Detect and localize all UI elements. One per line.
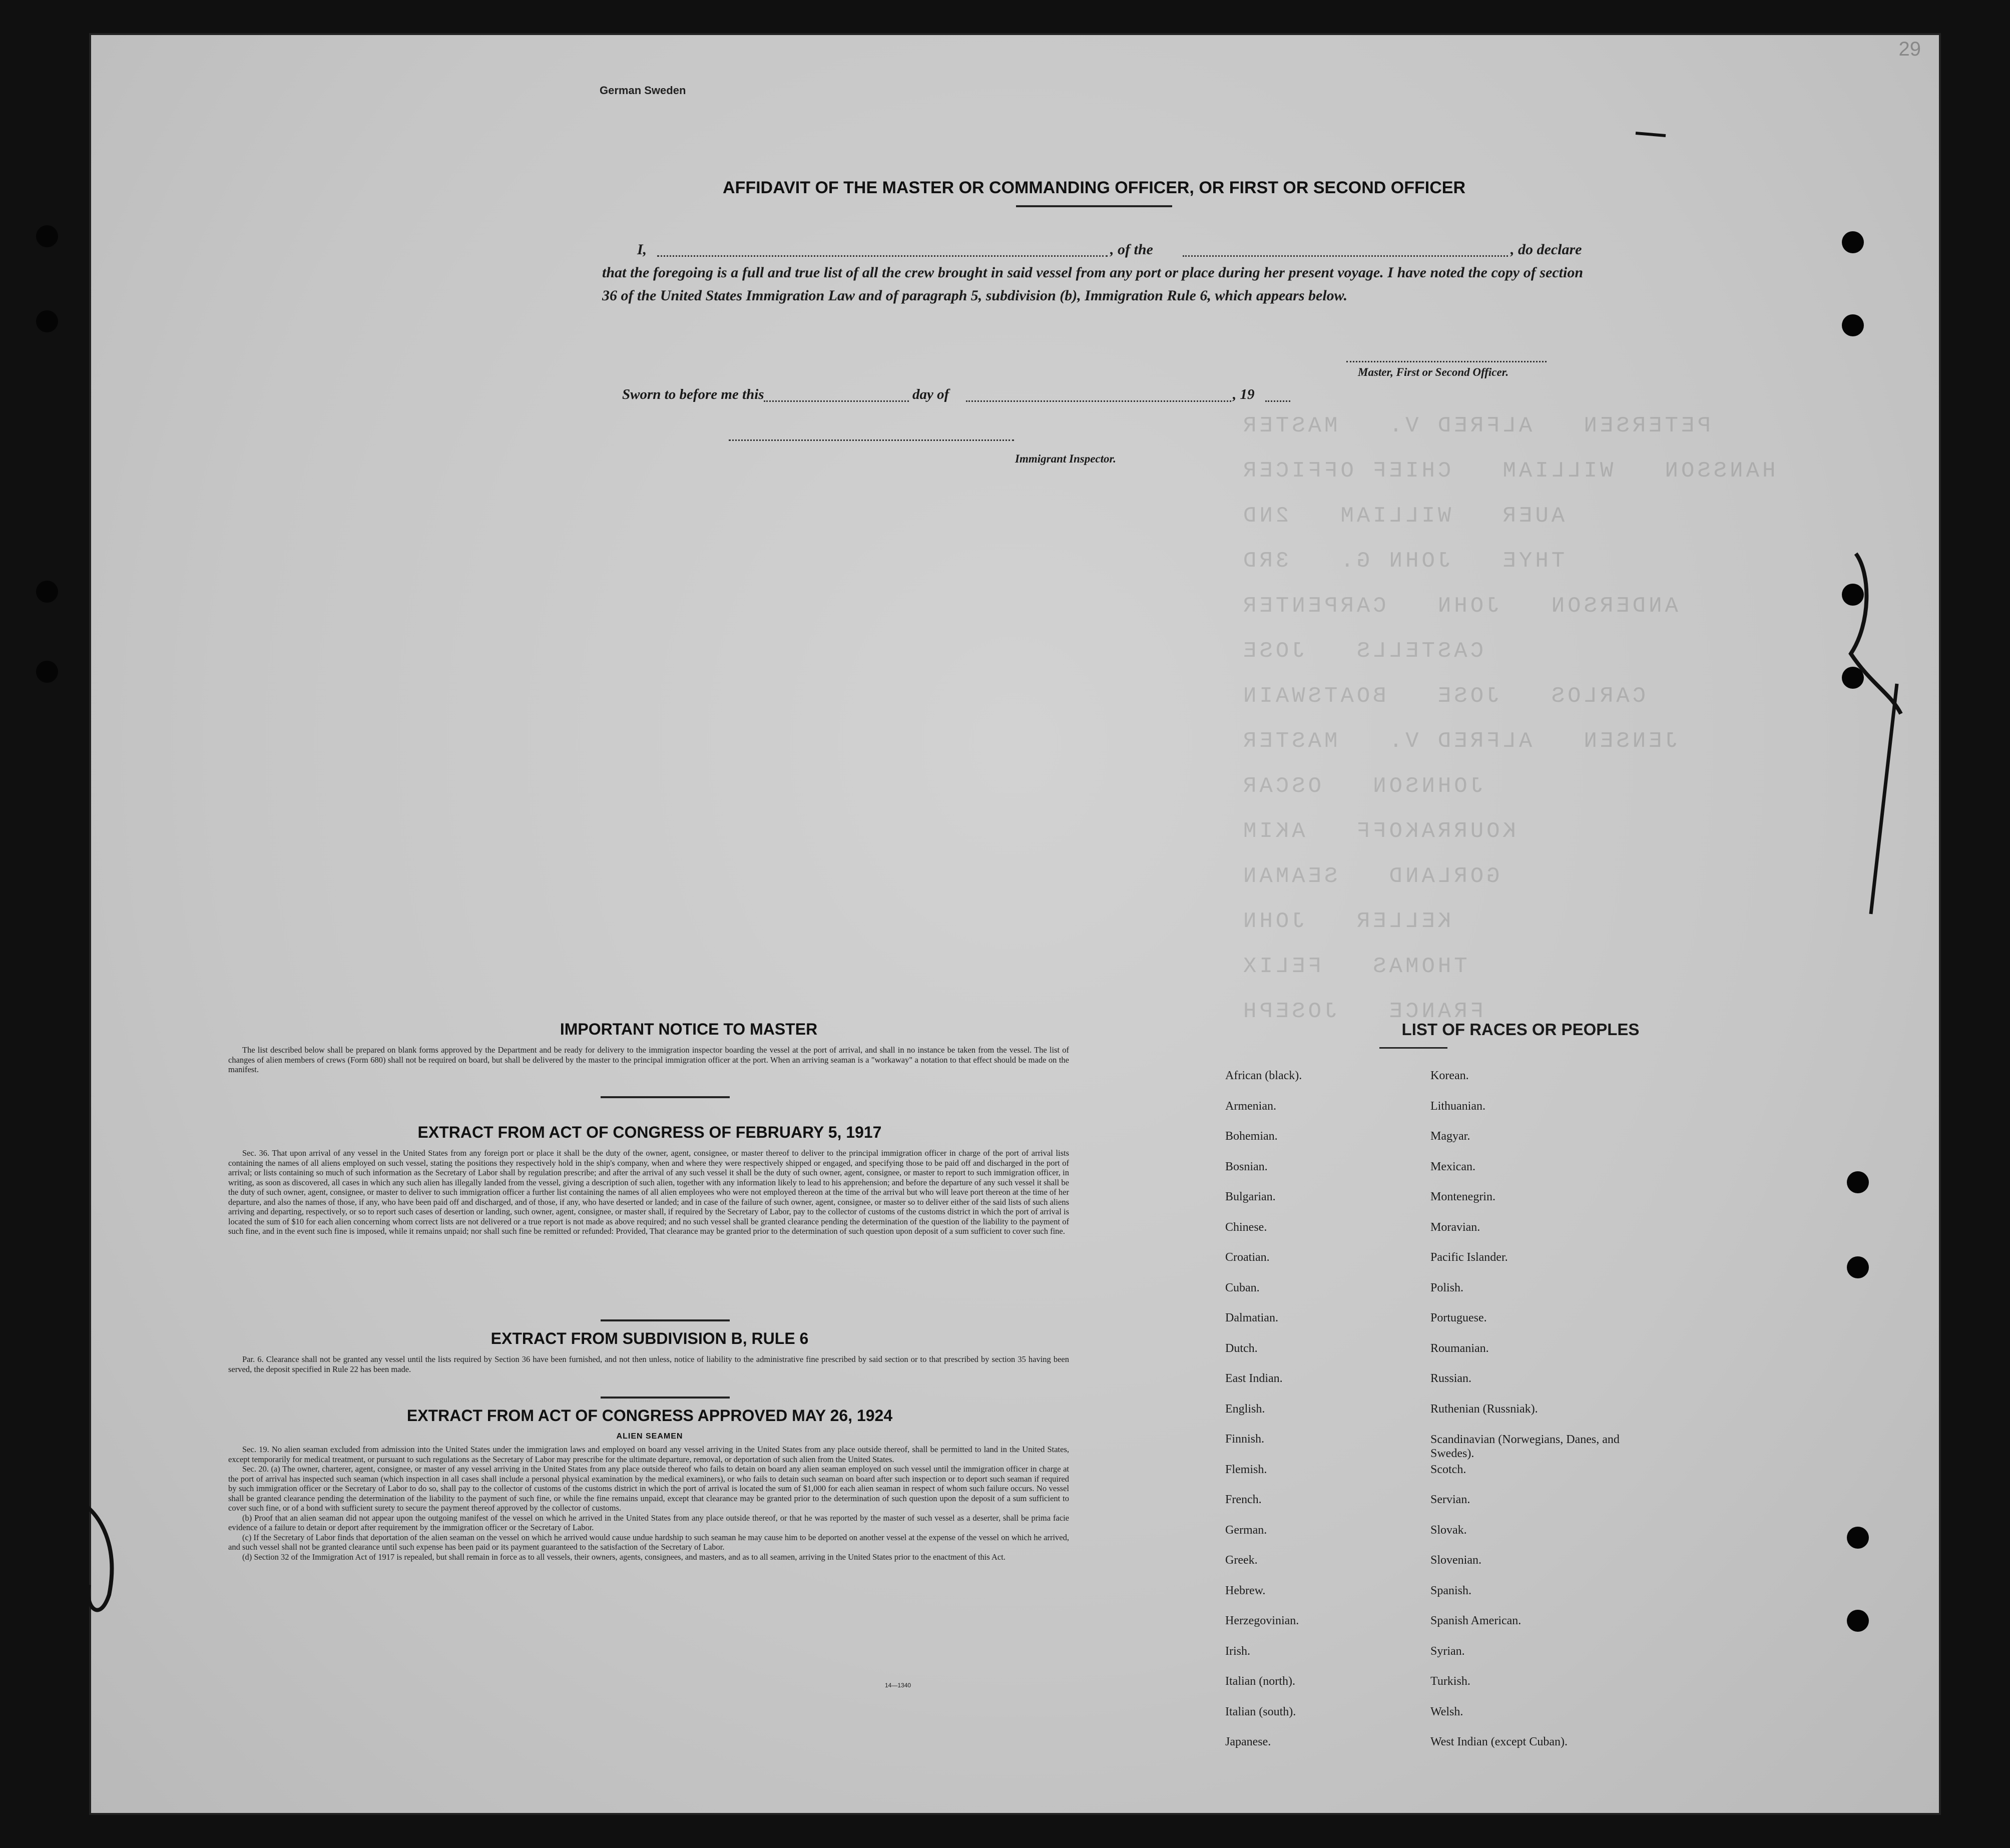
bleed-through: JENSEN ALFRED V. MASTER	[1240, 729, 1678, 754]
race-item: Armenian.	[1225, 1099, 1276, 1113]
race-item: Roumanian.	[1430, 1341, 1489, 1355]
extract-rule6-title: EXTRACT FROM SUBDIVISION B, RULE 6	[490, 1329, 809, 1347]
race-item: Herzegovinian.	[1225, 1614, 1299, 1627]
affidavit-i: I,	[637, 241, 647, 258]
race-item: Chinese.	[1225, 1220, 1267, 1234]
race-item: Welsh.	[1430, 1705, 1463, 1718]
bleed-through: KELLER JOHN	[1240, 909, 1451, 934]
manifest-page	[89, 33, 1941, 1815]
punch-hole	[1847, 1256, 1869, 1278]
signature-label: Master, First or Second Officer.	[1358, 366, 1509, 378]
rule6-paragraph: Par. 6. Clearance shall not be granted any vessel until the lists required by Section 36 have been furnished, and not then unless, notice of liability to the administrative fine prescribed by said section or to that prescribed by section 35 having been served, the deposit specified in Rule 22 has been made.	[228, 1354, 1069, 1374]
section-36-paragraph: Sec. 36. That upon arrival of any vessel in the United States from any foreign port or place it shall be the duty of the owner, agent, consignee, or master thereof to deliver to the principal immigration officer in charge of the port of arrival lists containing the names of all aliens employed on such vessel, stating the positions they respectively hold in the ship's company, when and where they were respectively shipped or engaged, and specifying those to be paid off and discharged in the port of arrival; or lists containing so much of such information as the Secretary of Labor shall by regulation prescribe; and after the arrival of any such vessel it shall be the duty of such owner, agent, consignee, or master to report to such immigration officer, in writing, as soon as discovered, all cases in which any such alien has illegally landed from the vessel, giving a description of such alien, together with any information likely to lead to his apprehension; and before the departure of any such vessel it shall be the duty of such owner, agent, consignee, or master to deliver to such immigration officer a further list containing the names of all alien employees who were not employed thereon at the time of the arrival but who will leave port thereon at the time of her departure, and also the names of those, if any, who have been paid off and discharged, and of those, if any, who have deserted or landed; and in case of the failure of such owner, agent, consignee, or master so to deliver either of the said lists of such aliens arriving and departing, respectively, or so to report such cases of desertion or landing, such owner, agent, consignee, or master shall, if required by the Secretary of Labor, pay to the collector of customs of the customs district in which the port of arrival is located the sum of $10 for each alien concerning whom correct lists are not delivered or a true report is not made as above required; and no such vessel shall be granted clearance pending the determination of the question of the liability to the payment of such fine, and in the event such fine is imposed, while it remains unpaid; nor shall such fine be remitted or refunded: Provided, That clearance may be granted prior to the determination of such question upon deposit of a sum sufficient to cover such fine.	[228, 1148, 1069, 1236]
race-item: English.	[1225, 1402, 1265, 1416]
handwritten-stroke	[1636, 133, 1666, 136]
race-item: Pacific Islander.	[1430, 1251, 1508, 1264]
top-label: German Sweden	[600, 84, 686, 97]
alien-seamen-subtitle: ALIEN SEAMEN	[616, 1432, 683, 1441]
race-item: Ruthenian (Russniak).	[1430, 1402, 1538, 1416]
race-item: Mexican.	[1430, 1160, 1475, 1173]
page-number: 29	[1898, 38, 1921, 60]
punch-hole	[1847, 1610, 1869, 1632]
bleed-through: JOHNSON OSCAR	[1240, 774, 1484, 799]
race-item: Servian.	[1430, 1493, 1470, 1506]
affidavit-body: that the foregoing is a full and true list of all the crew brought in said vessel from any port or place during her present voyage. I have noted the copy of section 36 of the United States Immigration Law and of paragraph 5, subdivision (b), Immigration Rule 6, which appears below.	[602, 264, 1583, 304]
handwritten-stroke	[1851, 554, 1901, 714]
punch-hole	[1842, 584, 1864, 606]
sec20c-paragraph: (c) If the Secretary of Labor finds that deportation of the alien seaman on the vessel on which he arrived would cause undue hardship to such seaman he may cause him to be deported on another vessel at the expense of the vessel on which he arrived, and such vessel shall not be granted clearance until such expense has been paid or its payment guaranteed to the satisfaction of the Secretary of Labor.	[228, 1532, 1069, 1552]
affidavit-title: AFFIDAVIT OF THE MASTER OR COMMANDING OFFICER, OR FIRST OR SECOND OFFICER	[723, 178, 1465, 197]
race-item: Lithuanian.	[1430, 1099, 1485, 1113]
sworn-year: , 19	[1233, 386, 1255, 402]
race-item: Slovenian.	[1430, 1554, 1481, 1567]
race-item: Croatian.	[1225, 1251, 1270, 1264]
race-item: Spanish.	[1430, 1584, 1472, 1597]
race-item: Syrian.	[1430, 1644, 1465, 1658]
inspector-label: Immigrant Inspector.	[1015, 452, 1116, 465]
race-item: Montenegrin.	[1430, 1190, 1495, 1203]
handwritten-stroke	[1871, 684, 1897, 914]
sec20d-paragraph: (d) Section 32 of the Immigration Act of 1917 is repealed, but shall remain in force as to all vessels, their owners, agents, consignees, and masters, and as to all seamen, arriving in the United States prior to the enactment of this Act.	[242, 1552, 1006, 1562]
race-item: Scotch.	[1430, 1463, 1466, 1476]
punch-hole	[1842, 667, 1864, 689]
race-item: Portuguese.	[1430, 1311, 1487, 1324]
race-item: Dutch.	[1225, 1341, 1258, 1355]
punch-hole	[36, 581, 58, 603]
race-item: Finnish.	[1225, 1433, 1265, 1446]
sec20b-paragraph: (b) Proof that an alien seaman did not appear upon the outgoing manifest of the vessel on which he arrived in the United States from any place outside thereof, or that he was reported by the master of such vessel as a deserter, shall be prima facie evidence of a failure to detain or deport after requirement by the immigration officer or the Secretary of Labor.	[228, 1513, 1069, 1532]
sec19-paragraph: Sec. 19. No alien seaman excluded from admission into the United States under the immigration laws and employed on board any vessel arriving in the United States from any place outside thereof, shall be permitted to land in the United States, except temporarily for medical treatment, or pursuant to such regulations as the Secretary of Labor may prescribe for the ultimate departure, removal, or deportation of such alien from the United States.	[228, 1445, 1069, 1464]
bleed-through: CARLOS JOSE BOATSWAIN	[1240, 684, 1646, 709]
race-item: West Indian (except Cuban).	[1430, 1735, 1568, 1748]
punch-hole	[1842, 314, 1864, 336]
bleed-through: CASTELLS JOSE	[1240, 639, 1484, 664]
race-item: Polish.	[1430, 1281, 1464, 1294]
bleed-through: THOMAS FELIX	[1240, 954, 1467, 979]
race-item: Bulgarian.	[1225, 1190, 1276, 1203]
race-item: Russian.	[1430, 1372, 1472, 1385]
handwritten-stroke	[89, 1505, 112, 1610]
race-item: Bohemian.	[1225, 1130, 1278, 1143]
race-item: Cuban.	[1225, 1281, 1260, 1294]
race-item: Italian (north).	[1225, 1675, 1295, 1688]
bleed-through: PETERSEN ALFRED V. MASTER	[1240, 413, 1711, 438]
bleed-through: ANDERSON JOHN CARPENTER	[1240, 594, 1678, 619]
bleed-through: AUER WILLIAM 2ND	[1240, 504, 1565, 529]
notice-paragraph: The list described below shall be prepared on blank forms approved by the Department and be ready for delivery to the immigration inspector boarding the vessel at the port of arrival, and shall in no instance be taken from the vessel. The list of changes of alien members of crews (Form 680) shall not be required on board, but shall be delivered by the master to the principal immigration officer at the port. When an arriving seaman is a "workaway" a notation to that effect should be made on the manifest.	[228, 1045, 1069, 1074]
race-item: Dalmatian.	[1225, 1311, 1278, 1324]
race-item: Japanese.	[1225, 1735, 1271, 1748]
race-item: Flemish.	[1225, 1463, 1267, 1476]
race-item: Greek.	[1225, 1554, 1258, 1567]
punch-hole	[36, 310, 58, 332]
race-item: Italian (south).	[1225, 1705, 1296, 1718]
bleed-through: KOURRAKOFF AKIM	[1240, 819, 1516, 844]
bleed-through: GORLAND SEAMAN	[1240, 864, 1500, 889]
punch-hole	[36, 661, 58, 683]
bleed-through: HANSSON WILLIAM CHIEF OFFICER	[1240, 458, 1776, 484]
extract-1917-title: EXTRACT FROM ACT OF CONGRESS OF FEBRUARY 5, 1917	[417, 1123, 882, 1141]
punch-hole	[1842, 231, 1864, 253]
race-item: Korean.	[1430, 1069, 1469, 1082]
sec20a-paragraph: Sec. 20. (a) The owner, charterer, agent, consignee, or master of any vessel arriving in the United States from any place outside thereof who fails to detain on board any alien seaman employed on such vessel until the immigration officer in charge at the port of arrival has inspected such seaman (which inspection in all cases shall include a personal physical examination by the medical examiners), or who fails to detain such seaman on board after such inspection or to deport such seaman if required by such immigration officer or the Secretary of Labor to do so, shall pay to the collector of customs of the customs district in which the port of arrival is located the sum of $1,000 for each alien seaman in respect of whom such failure occurs. No vessel shall be granted clearance pending the determination of the liability to the payment of such fine, or while the fine remains unpaid, except that clearance may be granted prior to the determination of such question upon the deposit of a sum sufficient to cover such fine, or of a bond with sufficient surety to secure the payment thereof approved by the collector of customs.	[228, 1464, 1069, 1513]
extract-1924-title: EXTRACT FROM ACT OF CONGRESS APPROVED MAY 26, 1924	[406, 1407, 893, 1425]
handwritten-marks	[89, 33, 1941, 1815]
race-item: Scandinavian (Norwegians, Danes, and Swedes).	[1430, 1433, 1620, 1460]
bleed-through: FRANCE JOSEPH	[1240, 999, 1484, 1024]
race-item: French.	[1225, 1493, 1262, 1506]
punch-hole	[1847, 1171, 1869, 1193]
bleed-through: THYE JOHN G. 3RD	[1240, 549, 1565, 574]
race-item: Bosnian.	[1225, 1160, 1268, 1173]
affidavit-do-declare: , do declare	[1511, 241, 1582, 258]
race-item: African (black).	[1225, 1069, 1302, 1082]
race-item: Spanish American.	[1430, 1614, 1522, 1627]
sworn-text: Sworn to before me this	[622, 386, 764, 402]
races-title: LIST OF RACES OR PEOPLES	[1401, 1020, 1640, 1039]
race-item: Turkish.	[1430, 1675, 1470, 1688]
race-item: German.	[1225, 1523, 1267, 1537]
affidavit-of-the: , of the	[1110, 241, 1153, 258]
notice-title: IMPORTANT NOTICE TO MASTER	[560, 1020, 818, 1038]
race-item: Irish.	[1225, 1644, 1250, 1658]
punch-hole	[36, 225, 58, 247]
race-item: Hebrew.	[1225, 1584, 1266, 1597]
sworn-day-of: day of	[912, 386, 949, 402]
race-item: Slovak.	[1430, 1523, 1467, 1537]
punch-hole	[1847, 1527, 1869, 1549]
race-item: Moravian.	[1430, 1220, 1480, 1234]
race-item: East Indian.	[1225, 1372, 1283, 1385]
form-number: 14—1340	[885, 1682, 911, 1689]
race-item: Magyar.	[1430, 1130, 1470, 1143]
